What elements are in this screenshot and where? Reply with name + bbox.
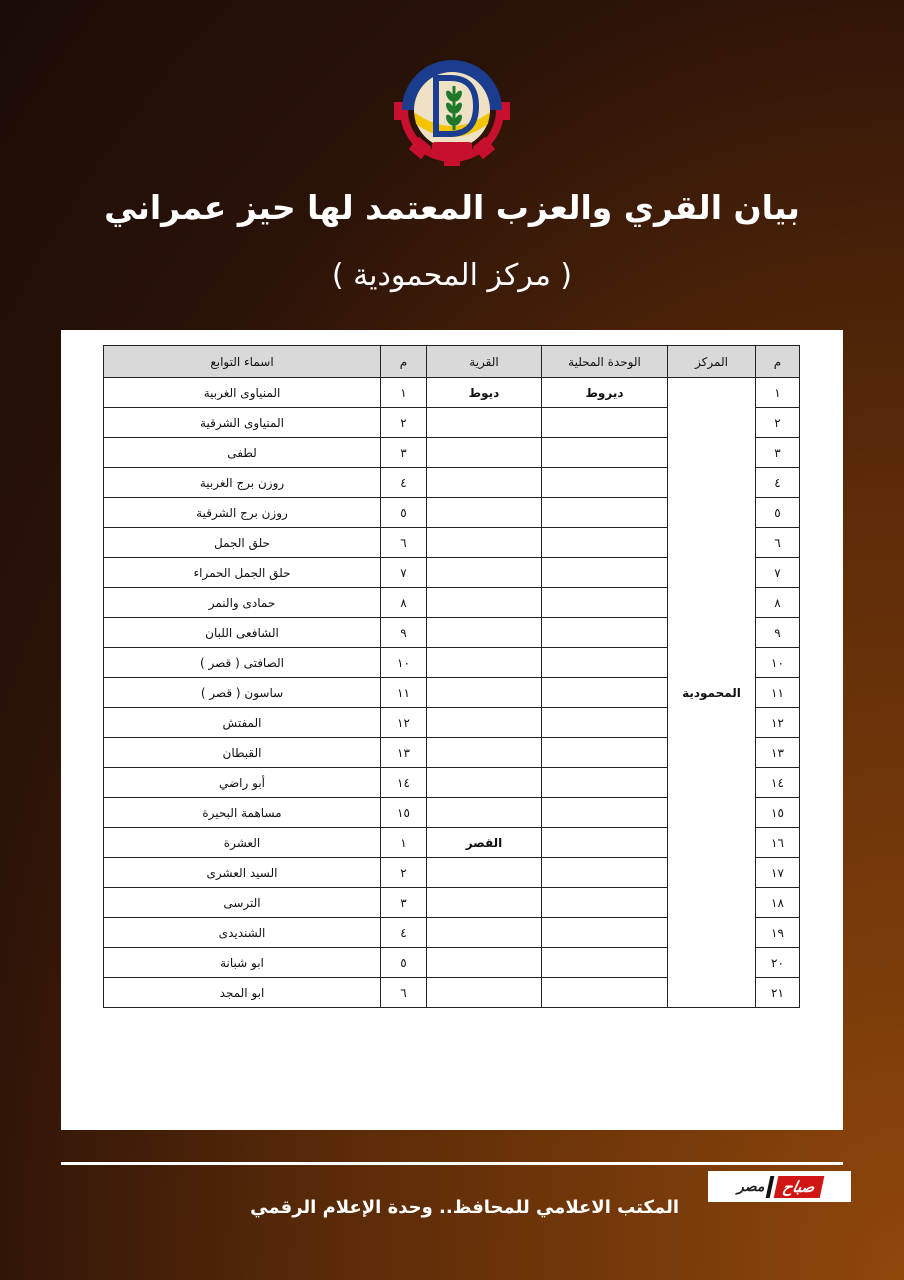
sub-number: ٢ <box>381 408 427 438</box>
hamlet-name: حلق الجمل الحمراء <box>104 558 381 588</box>
row-number: ١٣ <box>756 738 800 768</box>
hamlet-name: المنياوى الشرقية <box>104 408 381 438</box>
row-number: ١٨ <box>756 888 800 918</box>
col-header-markaz: المركز <box>668 346 756 378</box>
village-cell <box>427 978 542 1008</box>
local-unit-cell <box>542 438 668 468</box>
row-number: ٢١ <box>756 978 800 1008</box>
hamlet-name: القبطان <box>104 738 381 768</box>
hamlet-name: روزن برج الشرقية <box>104 498 381 528</box>
local-unit-cell <box>542 408 668 438</box>
village-cell <box>427 438 542 468</box>
village-cell <box>427 588 542 618</box>
village-cell <box>427 528 542 558</box>
sub-number: ٦ <box>381 528 427 558</box>
row-number: ٣ <box>756 438 800 468</box>
village-cell <box>427 648 542 678</box>
hamlet-name: المفتش <box>104 708 381 738</box>
village-cell: ديوط <box>427 378 542 408</box>
local-unit-cell <box>542 708 668 738</box>
local-unit-cell <box>542 678 668 708</box>
local-unit-cell: ديروط <box>542 378 668 408</box>
table-row <box>104 378 800 408</box>
sub-number: ١٤ <box>381 768 427 798</box>
sub-number: ٣ <box>381 888 427 918</box>
village-cell <box>427 678 542 708</box>
sub-number: ١١ <box>381 678 427 708</box>
hamlet-name: المنياوى الغربية <box>104 378 381 408</box>
row-number: ١ <box>756 378 800 408</box>
village-cell <box>427 708 542 738</box>
brand-part2: مصر <box>737 1178 765 1195</box>
local-unit-cell <box>542 828 668 858</box>
village-cell <box>427 558 542 588</box>
village-cell <box>427 888 542 918</box>
footer-credit: المكتب الاعلامي للمحافظ.. وحدة الإعلام الرقمي <box>250 1197 679 1218</box>
row-number: ١٤ <box>756 768 800 798</box>
hamlet-name: الشنديدى <box>104 918 381 948</box>
row-number: ١٥ <box>756 798 800 828</box>
row-number: ٨ <box>756 588 800 618</box>
page-subtitle: ( مركز المحمودية ) <box>331 258 573 293</box>
sub-number: ١٢ <box>381 708 427 738</box>
local-unit-cell <box>542 768 668 798</box>
governorate-logo <box>392 50 512 168</box>
sub-number: ٥ <box>381 498 427 528</box>
sub-number: ٥ <box>381 948 427 978</box>
row-number: ١٧ <box>756 858 800 888</box>
sub-number: ٤ <box>381 468 427 498</box>
local-unit-cell <box>542 648 668 678</box>
local-unit-cell <box>542 888 668 918</box>
col-header-village: القرية <box>427 346 542 378</box>
village-cell <box>427 618 542 648</box>
sub-number: ٧ <box>381 558 427 588</box>
local-unit-cell <box>542 948 668 978</box>
local-unit-cell <box>542 918 668 948</box>
village-cell <box>427 738 542 768</box>
row-number: ١٢ <box>756 708 800 738</box>
local-unit-cell <box>542 528 668 558</box>
local-unit-cell <box>542 858 668 888</box>
hamlet-name: أبو راضي <box>104 768 381 798</box>
sub-number: ١٣ <box>381 738 427 768</box>
row-number: ١٠ <box>756 648 800 678</box>
row-number: ٤ <box>756 468 800 498</box>
row-number: ٩ <box>756 618 800 648</box>
hamlet-name: ساسون ( قصر ) <box>104 678 381 708</box>
sub-number: ١ <box>381 378 427 408</box>
sub-number: ٤ <box>381 918 427 948</box>
local-unit-cell <box>542 738 668 768</box>
row-number: ١١ <box>756 678 800 708</box>
col-header-number: م <box>756 346 800 378</box>
hamlet-name: روزن برج الغربية <box>104 468 381 498</box>
sub-number: ٢ <box>381 858 427 888</box>
row-number: ٦ <box>756 528 800 558</box>
sabah-masr-logo <box>708 1171 851 1202</box>
col-header-local-unit: الوحدة المحلية <box>542 346 668 378</box>
village-cell <box>427 468 542 498</box>
row-number: ١٦ <box>756 828 800 858</box>
village-cell <box>427 408 542 438</box>
document-sheet <box>61 330 843 1130</box>
sub-number: ٨ <box>381 588 427 618</box>
col-header-sub-number: م <box>381 346 427 378</box>
hamlet-name: مساهمة البحيرة <box>104 798 381 828</box>
hamlet-name: ابو المجد <box>104 978 381 1008</box>
village-cell <box>427 768 542 798</box>
hamlet-name: الشافعى اللبان <box>104 618 381 648</box>
brand-part1: صباح <box>774 1176 824 1198</box>
local-unit-cell <box>542 798 668 828</box>
village-cell <box>427 798 542 828</box>
villages-table <box>103 345 800 1008</box>
sub-number: ١٠ <box>381 648 427 678</box>
row-number: ٥ <box>756 498 800 528</box>
local-unit-cell <box>542 498 668 528</box>
hamlet-name: الترسى <box>104 888 381 918</box>
row-number: ٢٠ <box>756 948 800 978</box>
hamlet-name: العشرة <box>104 828 381 858</box>
footer-divider <box>61 1162 843 1165</box>
sub-number: ٦ <box>381 978 427 1008</box>
hamlet-name: الصافتى ( قصر ) <box>104 648 381 678</box>
hamlet-name: ابو شبانة <box>104 948 381 978</box>
local-unit-cell <box>542 618 668 648</box>
village-cell: القصر <box>427 828 542 858</box>
hamlet-name: حلق الجمل <box>104 528 381 558</box>
hamlet-name: السيد العشرى <box>104 858 381 888</box>
local-unit-cell <box>542 978 668 1008</box>
sub-number: ١ <box>381 828 427 858</box>
table-header-row <box>104 346 800 378</box>
local-unit-cell <box>542 588 668 618</box>
col-header-hamlet-names: اسماء التوابع <box>104 346 381 378</box>
village-cell <box>427 948 542 978</box>
village-cell <box>427 918 542 948</box>
page-title: بيان القري والعزب المعتمد لها حيز عمراني <box>104 188 800 227</box>
sub-number: ١٥ <box>381 798 427 828</box>
sub-number: ٩ <box>381 618 427 648</box>
markaz-cell: المحمودية <box>668 378 756 1008</box>
local-unit-cell <box>542 558 668 588</box>
row-number: ٢ <box>756 408 800 438</box>
village-cell <box>427 498 542 528</box>
local-unit-cell <box>542 468 668 498</box>
sub-number: ٣ <box>381 438 427 468</box>
row-number: ٧ <box>756 558 800 588</box>
row-number: ١٩ <box>756 918 800 948</box>
hamlet-name: لطفى <box>104 438 381 468</box>
hamlet-name: حمادى والنمر <box>104 588 381 618</box>
village-cell <box>427 858 542 888</box>
